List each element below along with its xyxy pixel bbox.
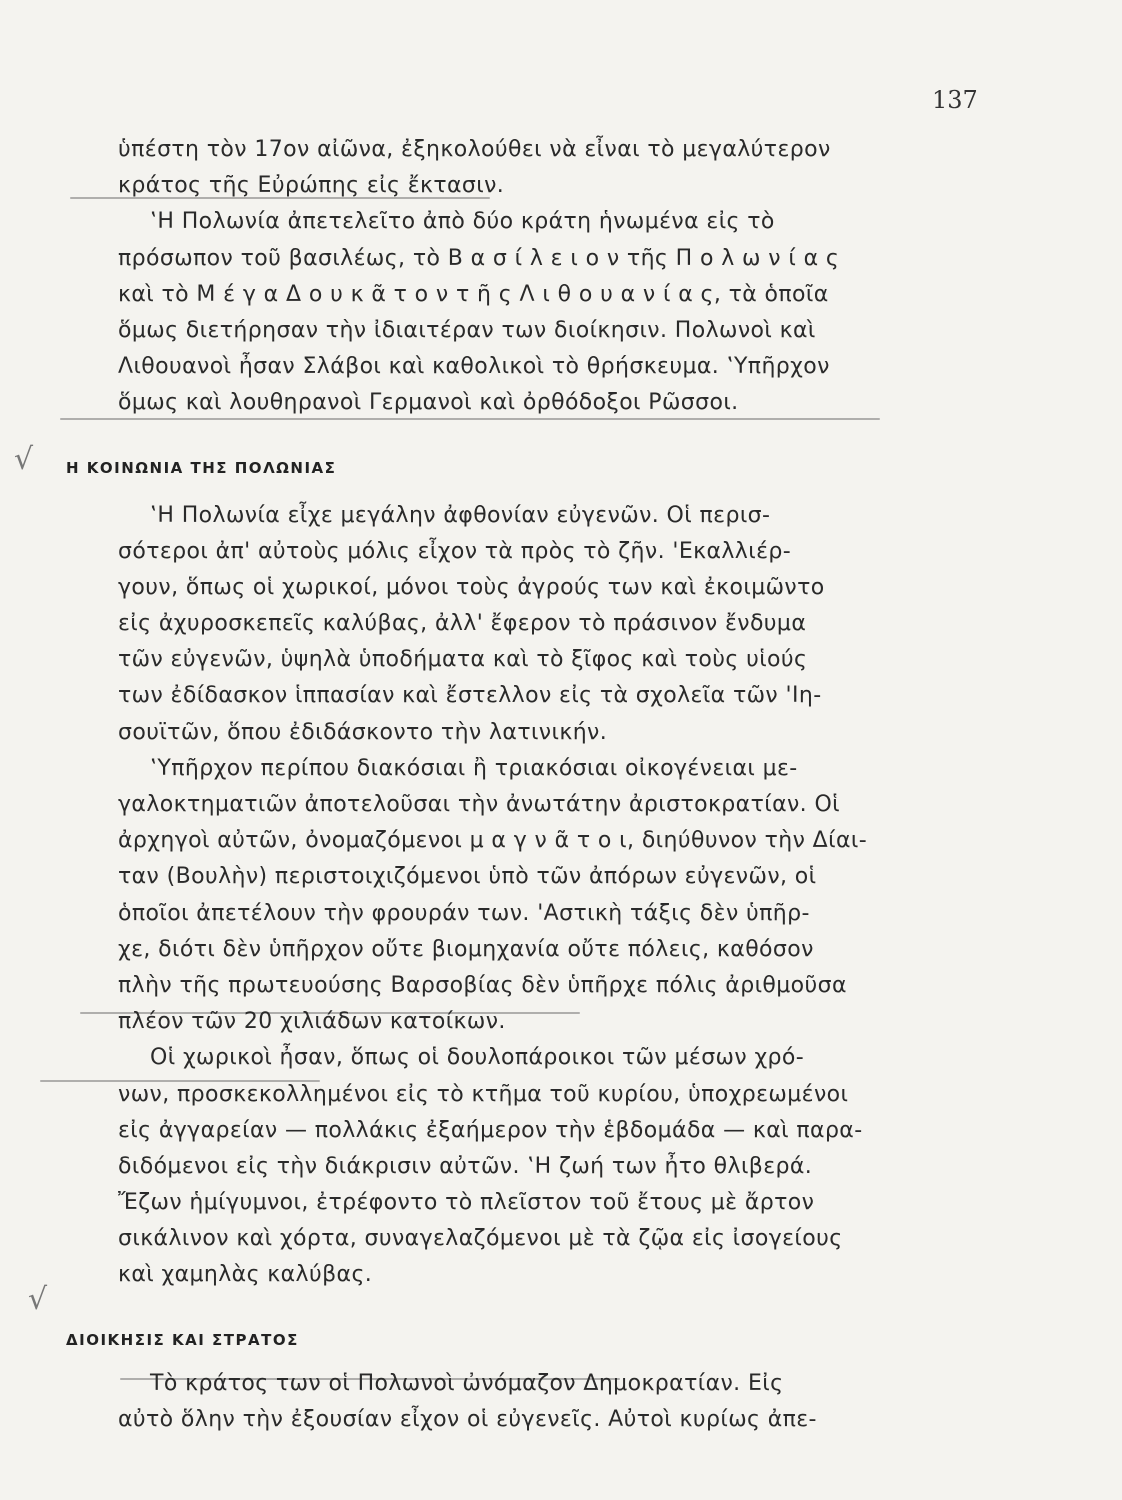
text-line: ‛Υπῆρχον περίπου διακόσιαι ἢ τριακόσιαι οἰκογένειαι με-: [150, 755, 798, 781]
page-number: 137: [932, 86, 978, 114]
text-line: ὅμως καὶ λουθηρανοὶ Γερμανοὶ καὶ ὀρθόδοξοι Ρῶσσοι.: [118, 390, 739, 416]
check-mark-icon: √: [28, 1282, 48, 1317]
text-line: γαλοκτηματιῶν ἀποτελοῦσαι τὴν ἀνωτάτην ἀριστοκρατίαν. Οἱ: [118, 792, 841, 817]
text-line: ταν (Βουλὴν) περιστοιχιζόμενοι ὑπὸ τῶν ἀπόρων εὐγενῶν, οἱ: [118, 864, 817, 890]
text-line: Λιθουανοὶ ἦσαν Σλάβοι καὶ καθολικοὶ τὸ θρήσκευμα. ‛Υπῆρχον: [118, 354, 830, 380]
text-line: των ἐδίδασκον ἱππασίαν καὶ ἔστελλον εἰς τὰ σχολεῖα τῶν 'Ιη-: [118, 683, 822, 709]
text-line: ἀρχηγοὶ αὐτῶν, ὀνομαζόμενοι μ α γ ν ᾶ τ ο ι, διηύθυνον τὴν Δίαι-: [118, 828, 868, 854]
text-line: Ἔζων ἡμίγυμνοι, ἐτρέφοντο τὸ πλεῖστον τοῦ ἔτους μὲ ἄρτον: [118, 1190, 815, 1216]
text-line: ‛Η Πολωνία εἶχε μεγάλην ἀφθονίαν εὐγενῶν. Οἱ περισ-: [150, 502, 771, 528]
text-line: σουϊτῶν, ὅπου ἐδιδάσκοντο τὴν λατινικήν.: [118, 719, 608, 745]
text-line: κράτος τῆς Εὐρώπης εἰς ἔκτασιν.: [118, 173, 505, 199]
text-line: πλὴν τῆς πρωτευούσης Βαρσοβίας δὲν ὑπῆρχε πόλις ἀριθμοῦσα: [118, 972, 847, 998]
text-line: σότεροι ἀπ' αὐτοὺς μόλις εἶχον τὰ πρὸς τὸ ζῆν. 'Εκαλλιέρ-: [118, 538, 792, 564]
text-line: γουν, ὅπως οἱ χωρικοί, μόνοι τοὺς ἀγρούς των καὶ ἐκοιμῶντο: [118, 574, 825, 600]
text-line: τῶν εὐγενῶν, ὑψηλὰ ὑποδήματα καὶ τὸ ξῖφος καὶ τοὺς υἱούς: [118, 647, 808, 673]
text-line: νων, προσκεκολλημένοι εἰς τὸ κτῆμα τοῦ κυρίου, ὑποχρεωμένοι: [118, 1081, 849, 1107]
text-line: διδόμενοι εἰς τὴν διάκρισιν αὐτῶν. ‛Η ζωή των ἦτο θλιβερά.: [118, 1153, 813, 1179]
text-line: εἰς ἀγγαρείαν — πολλάκις ἐξαήμερον τὴν ἑβδομάδα — καὶ παρα-: [118, 1117, 863, 1143]
text-line: Οἱ χωρικοὶ ἦσαν, ὅπως οἱ δουλοπάροικοι τῶν μέσων χρό-: [150, 1045, 805, 1071]
text-line: καὶ χαμηλὰς καλύβας.: [118, 1262, 373, 1288]
text-line: ‛Η Πολωνία ἀπετελεῖτο ἀπὸ δύο κράτη ἡνωμένα εἰς τὸ: [150, 209, 775, 235]
page-text: [66, 132, 990, 1438]
section-heading: ΔΙΟΙΚΗΣΙΣ ΚΑΙ ΣΤΡΑΤΟΣ: [66, 1330, 299, 1349]
section-heading: Η ΚΟΙΝΩΝΙΑ ΤΗΣ ΠΟΛΩΝΙΑΣ: [66, 458, 337, 477]
text-line: ὁποῖοι ἀπετέλουν τὴν φρουράν των. 'Αστικὴ τάξις δὲν ὑπῆρ-: [118, 900, 810, 926]
text-line: χε, διότι δὲν ὑπῆρχον οὔτε βιομηχανία οὔτε πόλεις, καθόσον: [118, 936, 814, 962]
check-mark-icon: √: [14, 442, 34, 477]
text-line: πλέον τῶν 20 χιλιάδων κατοίκων.: [118, 1009, 506, 1035]
text-line: εἰς ἀχυροσκεπεῖς καλύβας, ἀλλ' ἔφερον τὸ πράσινον ἔνδυμα: [118, 611, 807, 637]
text-line: αὐτὸ ὅλην τὴν ἐξουσίαν εἶχον οἱ εὐγενεῖς. Αὐτοὶ κυρίως ἀπε-: [118, 1406, 817, 1432]
text-line: ὅμως διετήρησαν τὴν ἰδιαιτέραν των διοίκησιν. Πολωνοὶ καὶ: [118, 317, 816, 343]
text-line: καὶ τὸ Μ έ γ α Δ ο υ κ ᾶ τ ο ν τ ῆ ς Λ ι θ ο υ α ν ί α ς, τὰ ὁποῖα: [118, 281, 829, 307]
text-line: πρόσωπον τοῦ βασιλέως, τὸ Β α σ ί λ ε ι ο ν τῆς Π ο λ ω ν ί α ς: [118, 245, 840, 271]
text-line: ὑπέστη τὸν 17ον αἰῶνα, ἐξηκολούθει νὰ εἶναι τὸ μεγαλύτερον: [118, 137, 831, 162]
text-line: Τὸ κράτος των οἱ Πολωνοὶ ὠνόμαζον Δημοκρατίαν. Εἰς: [150, 1370, 784, 1396]
text-line: σικάλινον καὶ χόρτα, συναγελαζόμενοι μὲ τὰ ζῷα εἰς ἰσογείους: [118, 1226, 843, 1252]
